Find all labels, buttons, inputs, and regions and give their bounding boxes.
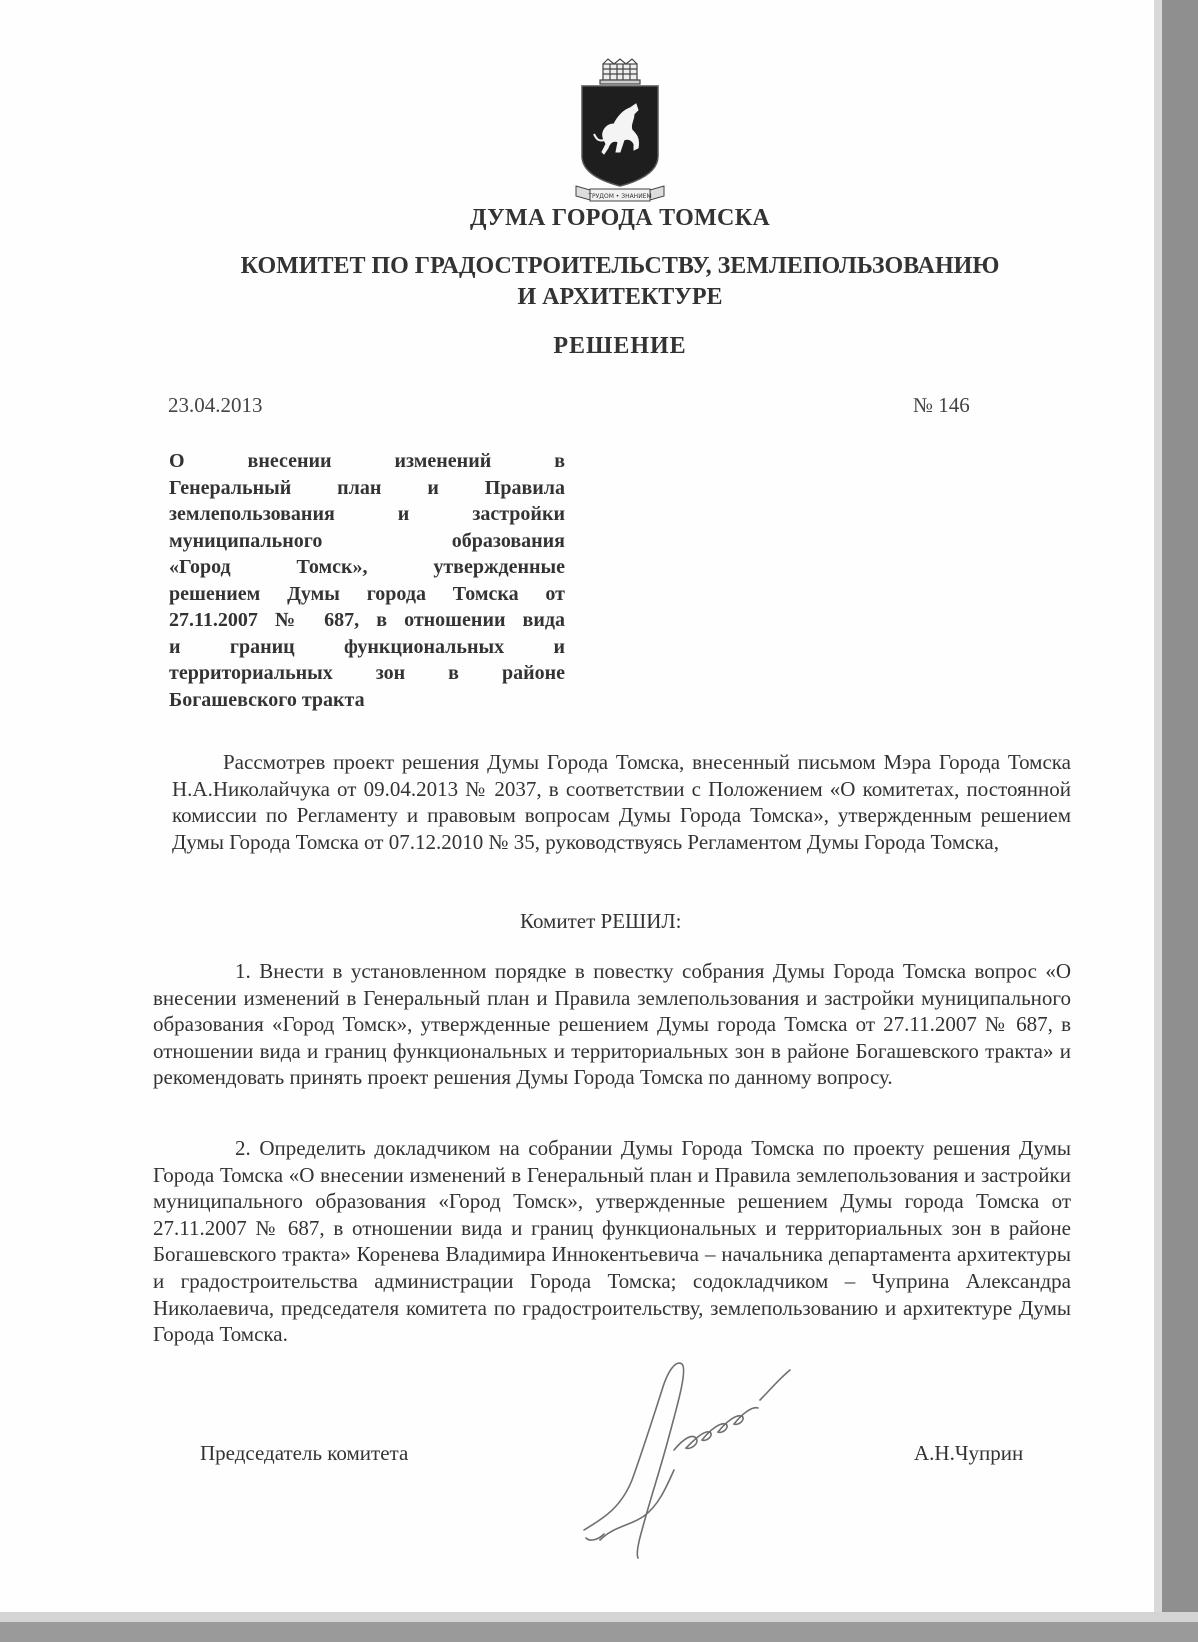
ribbon-icon [576, 186, 664, 201]
document-date: 23.04.2013 [168, 393, 263, 417]
resolved-heading: Комитет РЕШИЛ: [520, 909, 682, 933]
crown-icon [600, 59, 640, 84]
resolution-item-2: 2. Определить докладчиком на собрании Думы Города Томска по проекту решения Думы Города Томска «О внесении изменений в Генеральный план и Правила землепользования и застройки муниципального образования «Город Томск», утвержденные решением Думы города Томска от 27.11.2007 № 687, в отношении вида и границ функциональных и территориальных зон в районе Богашевского тракта» Коренева Владимира Иннокентьевича – начальника департамента архитектуры и градостроительства администрации Города Томска; содокладчиком – Чуприна Александра Николаевича, председателя комитета по градостроительству, землепользованию и архитектуре Думы Города Томска. [153, 1136, 1071, 1347]
document-type: РЕШЕНИЕ [553, 333, 687, 359]
intro-paragraph: Рассмотрев проект решения Думы Города Томска, внесенный письмом Мэра Города Томска Н.А.Николайчука от 09.04.2013 № 2037, в соответствии с Положением «О комитетах, постоянной комиссии по Регламенту и правовым вопросам Думы Города Томска», утвержденным решением Думы Города Томска от 07.12.2010 № 35, руководствуясь Регламентом Думы Города Томска, [172, 750, 1071, 854]
signatory-title: Председатель комитета [200, 1441, 409, 1465]
subject-line: землепользования и застройки [169, 503, 565, 525]
signatory-name: А.Н.Чуприн [914, 1441, 1024, 1465]
scan-edge-shadow-bottom [0, 1612, 1198, 1622]
subject-line: решением Думы города Томска от [169, 582, 565, 605]
subject-line: муниципального образования [169, 529, 565, 552]
subject-line: Богашевского тракта [169, 688, 365, 711]
scan-edge-bottom [0, 1622, 1198, 1642]
subject-line: территориальных зон в районе [169, 662, 565, 684]
svg-text:ТРУДОМ • ЗНАНИЕМ: ТРУДОМ • ЗНАНИЕМ [588, 193, 652, 200]
organization-title: ДУМА ГОРОДА ТОМСКА [469, 205, 771, 231]
subject-line: Генеральный план и Правила [169, 476, 565, 499]
document-number: № 146 [913, 393, 970, 417]
subject-line: О внесении изменений в [169, 450, 565, 472]
subject-line: 27.11.2007 № 687, в отношении вида [169, 609, 565, 631]
handwritten-signature-icon [580, 1330, 810, 1570]
subject-line: и границ функциональных и [169, 635, 565, 658]
committee-title-line1: КОМИТЕТ ПО ГРАДОСТРОИТЕЛЬСТВУ, ЗЕМЛЕПОЛЬЗОВАНИЮ [240, 253, 1000, 279]
tomsk-coat-of-arms-icon [570, 58, 670, 204]
committee-title-line2: И АРХИТЕКТУРЕ [517, 284, 723, 310]
scan-edge-shadow [1154, 0, 1162, 1642]
document-subject [169, 448, 565, 713]
subject-line: «Город Томск», утвержденные [169, 556, 565, 578]
scan-edge-right [1162, 0, 1198, 1642]
resolution-item-1: 1. Внести в установленном порядке в повестку собрания Думы Города Томска вопрос «О внесении изменений в Генеральный план и Правила землепользования и застройки муниципального образования «Город Томск», утвержденные решением Думы города Томска от 27.11.2007 № 687, в отношении вида и границ функциональных и территориальных зон в районе Богашевского тракта» и рекомендовать принять проект решения Думы Города Томска по данному вопросу. [153, 959, 1071, 1090]
